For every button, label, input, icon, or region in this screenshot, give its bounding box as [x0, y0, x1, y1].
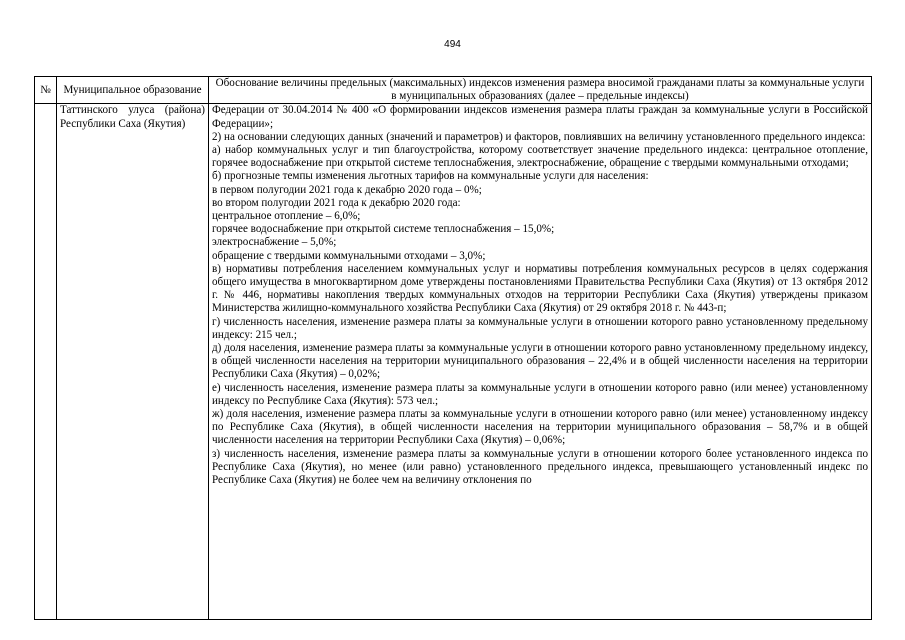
justification-paragraph: горячее водоснабжение при открытой системе теплоснабжения – 15,0%; — [212, 223, 555, 236]
row-num — [35, 104, 57, 620]
header-justification: Обоснование величины предельных (максимальных) индексов изменения размера вносимой гражданами платы за коммунальные услуги в муниципальных образованиях (далее – предельные индексы) — [209, 77, 872, 104]
justification-paragraph: е) численность населения, изменение размера платы за коммунальные услуги в отношении которого равно (или менее) установленному индексу по Республике Саха (Якутия): 573 чел.; — [212, 381, 868, 407]
justification-paragraph: электроснабжение – 5,0%; — [212, 236, 337, 249]
table-row — [35, 104, 872, 620]
justification-paragraph: Федерации от 30.04.2014 № 400 «О формировании индексов изменения размера платы граждан за коммунальные услуги в Российской Федерации»; — [212, 104, 868, 130]
justification-paragraph: во втором полугодии 2021 года к декабрю 2020 года: — [212, 196, 461, 209]
justification-paragraph: в) нормативы потребления населением коммунальных услуг и нормативы потребления коммунальных ресурсов в целях содержания общего имущества в многоквартирном доме утверждены постановлениями Правительства Республики Саха (Якутия) от 13 октября 2012 г. № 446, нормативы накопления твердых коммунальных отходов на территории Республики Саха (Якутия) утверждены приказом Министерства жилищно-коммунального хозяйства Республики Саха (Якутия) от 29 октября 2018 г. № 443-п; — [212, 262, 868, 315]
indices-table — [34, 76, 872, 620]
page-number: 494 — [444, 39, 461, 50]
justification-paragraph: д) доля населения, изменение размера платы за коммунальные услуги в отношении которого равно установленному предельному индексу, в общей численности населения на территории муниципального образования – 22,4% и в общей численности населения на территории Республики Саха (Якутия) – 0,02%; — [212, 342, 868, 381]
justification-paragraph: ж) доля населения, изменение размера платы за коммунальные услуги в отношении которого равно (или менее) установленному индексу по Республике Саха (Якутия), в общей численности населения на территории муниципального образования – 58,7% и в общей численности населения на территории Республики Саха (Якутия) – 0,06%; — [212, 408, 868, 447]
justification-paragraph: в первом полугодии 2021 года к декабрю 2020 года – 0%; — [212, 183, 482, 196]
row-municipality: Таттинского улуса (района) Республики Саха (Якутия) — [57, 104, 209, 620]
justification-paragraph: б) прогнозные темпы изменения льготных тарифов на коммунальные услуги для населения: — [212, 170, 649, 183]
justification-text — [212, 104, 868, 619]
justification-paragraph: г) численность населения, изменение размера платы за коммунальные услуги в отношении которого равно установленному предельному индексу: 215 чел.; — [212, 315, 868, 341]
justification-paragraph: з) численность населения, изменение размера платы за коммунальные услуги в отношении которого более установленного индекса по Республике Саха (Якутия), но менее (или равно) установленного предельного индекса, превышающего установленный индекс по Республике Саха (Якутия) не более чем на величину отклонения по — [212, 447, 868, 487]
justification-paragraph: обращение с твердыми коммунальными отходами – 3,0%; — [212, 249, 486, 262]
row-justification — [209, 104, 872, 620]
justification-paragraph: 2) на основании следующих данных (значений и параметров) и факторов, повлиявших на величину установленного предельного индекса: — [212, 130, 866, 143]
justification-paragraph: а) набор коммунальных услуг и тип благоустройства, которому соответствует значение предельного индекса: центральное отопление, горячее водоснабжение при открытой системе теплоснабжения, электроснабжение, обращение с твердыми коммунальными отходами; — [212, 144, 868, 170]
table-header-row — [35, 77, 872, 104]
header-municipality: Муниципальное образование — [57, 77, 209, 104]
header-num: № — [35, 77, 57, 104]
justification-paragraph: центральное отопление – 6,0%; — [212, 210, 361, 223]
